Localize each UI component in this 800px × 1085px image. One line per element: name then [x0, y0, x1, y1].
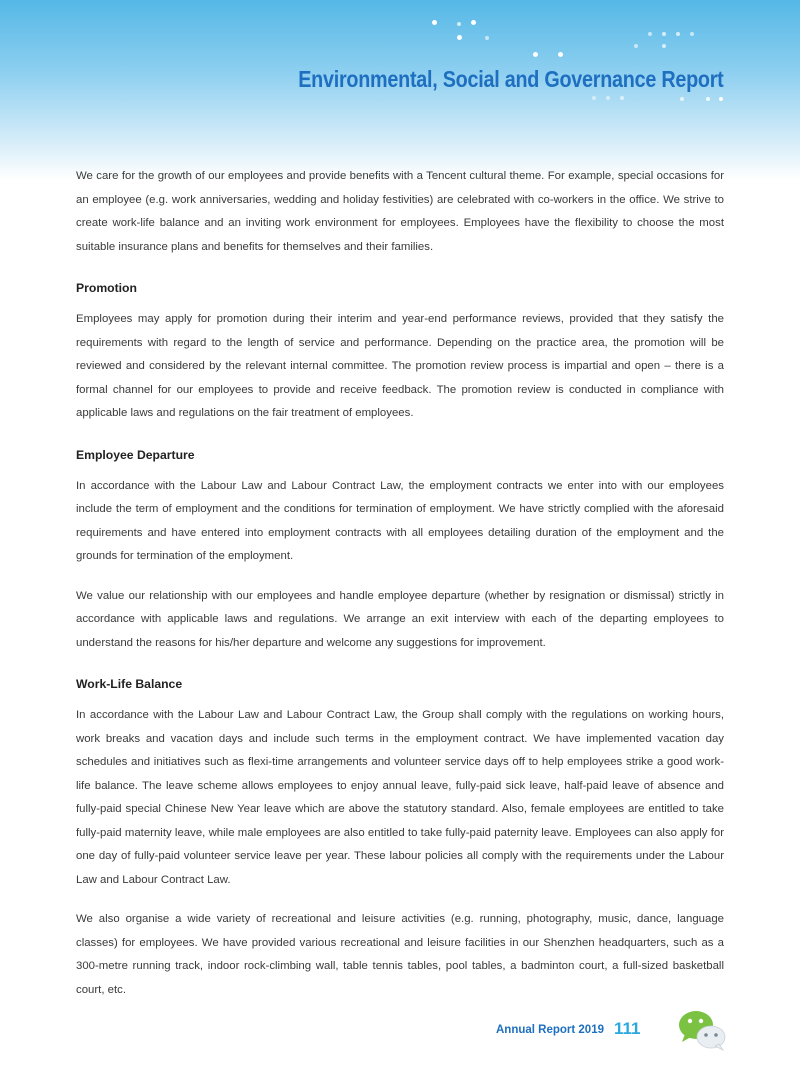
decorative-dot [634, 44, 638, 48]
wechat-logo-icon [676, 1008, 728, 1052]
decorative-dot [592, 96, 596, 100]
section-heading-promotion: Promotion [76, 281, 137, 295]
decorative-dot [533, 52, 538, 57]
decorative-dot [620, 96, 624, 100]
promotion-paragraph: Employees may apply for promotion during their interim and year-end performance reviews, provided that they satisfy the requirements with regard to the length of service and performance. Depending on the practice area, the promotion will be reviewed and considered by the relevant internal committee. The promotion review process is impartial and open – there is a formal channel for our employees to provide and receive feedback. The promotion review is conducted in compliance with applicable laws and regulations on the fair treatment of employees. [76, 313, 724, 419]
main-content [76, 165, 724, 1002]
page-number: 111 [614, 1019, 641, 1038]
decorative-dot [719, 97, 723, 101]
intro-paragraph: We care for the growth of our employees and provide benefits with a Tencent cultural theme. For example, special occasions for an employee (e.g. work anniversaries, wedding and holiday festivities) are celebrated with co-workers in the office. We strive to create work-life balance and an inviting work environment for employees. Employees have the flexibility to choose the most suitable insurance plans and benefits for themselves and their families. [76, 170, 724, 253]
decorative-dot [606, 96, 610, 100]
departure-paragraph-1: In accordance with the Labour Law and Labour Contract Law, the employment contracts we enter into with our employees include the term of employment and the conditions for termination of employment. We have strictly complied with the aforesaid requirements and have entered into employment contracts with all employees detailing duration of the employment and the grounds for termination of the employment. [76, 479, 724, 562]
departure-paragraph-2: We value our relationship with our employees and handle employee departure (whether by resignation or dismissal) strictly in accordance with applicable laws and regulations. We arrange an exit interview with each of the departing employees to understand the reasons for his/her departure and welcome any suggestions for improvement. [76, 589, 724, 649]
section-heading-employee-departure: Employee Departure [76, 447, 195, 462]
decorative-dot [485, 36, 489, 40]
decorative-dot [432, 20, 437, 25]
work-life-paragraph-2: We also organise a wide variety of recreational and leisure activities (e.g. running, photography, music, dance, language classes) for employees. We have provided various recreational and leisure facilities in our Shenzhen headquarters, such as a 300-metre running track, indoor rock-climbing wall, table tennis tables, pool tables, a badminton court, a full-sized basketball court, etc. [76, 913, 724, 996]
report-title: Environmental, Social and Governance Report [298, 66, 724, 92]
decorative-dot [690, 32, 694, 36]
decorative-dot [471, 20, 476, 25]
decorative-dot [676, 32, 680, 36]
decorative-dot [648, 32, 652, 36]
decorative-dot [662, 44, 666, 48]
decorative-dot [706, 97, 710, 101]
decorative-dot [662, 32, 666, 36]
decorative-dot [457, 35, 462, 40]
decorative-dot [558, 52, 563, 57]
footer-report-label: Annual Report 2019 [496, 1024, 604, 1036]
section-heading-work-life-balance: Work-Life Balance [76, 677, 183, 691]
decorative-dot [680, 97, 684, 101]
decorative-dot [457, 22, 461, 26]
work-life-paragraph-1: In accordance with the Labour Law and Labour Contract Law, the Group shall comply with the regulations on working hours, work breaks and vacation days and include such terms in the employment contract. We have implemented vacation day schedules and initiatives such as flexi-time arrangements and volunteer service days off to help employees strike a good work-life balance. The leave scheme allows employees to enjoy annual leave, fully-paid sick leave, half-paid leave of absence and fully-paid special Chinese New Year leave which are above the statutory standard. Also, female employees are entitled to take fully-paid maternity leave, while male employees are also entitled to take fully-paid paternity leave. Employees can also apply for one day of fully-paid volunteer service leave per year. These labour policies all comply with the requirements under the Labour Law and Labour Contract Law. [76, 709, 724, 886]
